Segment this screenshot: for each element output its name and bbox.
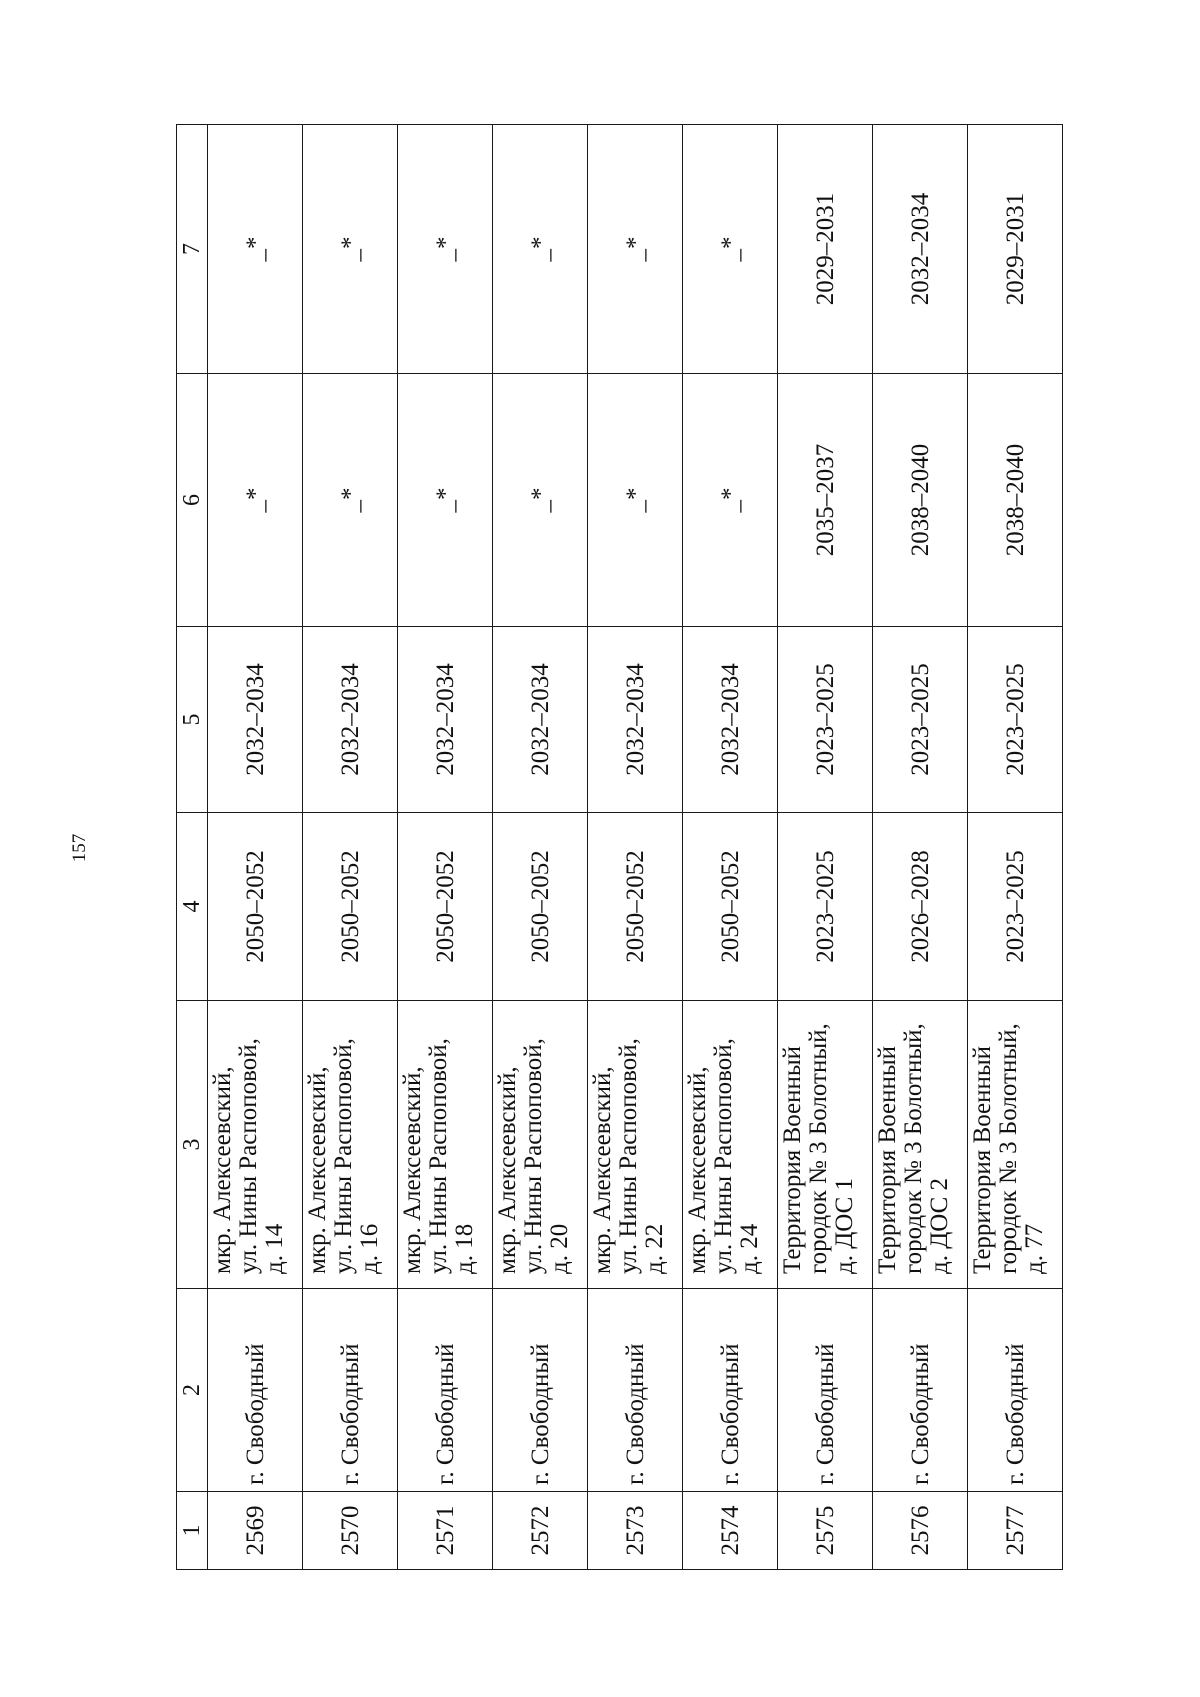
period-cell: 2038–2040 — [968, 374, 1063, 627]
table-row — [778, 125, 873, 1570]
address-cell — [778, 1001, 873, 1289]
period-cell: 2023–2025 — [968, 627, 1063, 813]
table-row — [588, 125, 683, 1570]
table-row — [493, 125, 588, 1570]
address-line: мкр. Алексеевский, — [494, 1066, 521, 1274]
period-cell: _* — [208, 374, 303, 627]
address-line: д. 24 — [736, 1223, 763, 1274]
address-line: городок № 3 Болотный, — [900, 1023, 927, 1274]
address-line: д. 14 — [261, 1223, 288, 1274]
address-cell — [303, 1001, 398, 1289]
table-row — [873, 125, 968, 1570]
page-number: 157 — [69, 833, 90, 863]
city-cell: г. Свободный — [873, 1289, 968, 1492]
address-line: ул. Нины Распоповой, — [520, 1038, 547, 1274]
address-line: мкр. Алексеевский, — [304, 1066, 331, 1274]
period-cell: 2050–2052 — [208, 813, 303, 1001]
period-cell: 2026–2028 — [873, 813, 968, 1001]
row-number: 2569 — [208, 1492, 303, 1570]
period-cell: 2032–2034 — [493, 627, 588, 813]
address-line: мкр. Алексеевский, — [209, 1066, 236, 1274]
data-table — [176, 124, 1063, 1570]
column-header: 4 — [177, 813, 208, 1001]
period-cell: _* — [683, 374, 778, 627]
period-cell: 2023–2025 — [873, 627, 968, 813]
column-header: 3 — [177, 1001, 208, 1289]
period-cell: 2050–2052 — [398, 813, 493, 1001]
period-cell: _* — [588, 125, 683, 374]
column-header: 2 — [177, 1289, 208, 1492]
period-cell: 2050–2052 — [493, 813, 588, 1001]
address-line: Территория Военный — [969, 1045, 996, 1274]
period-cell: 2032–2034 — [208, 627, 303, 813]
period-cell: 2029–2031 — [778, 125, 873, 374]
period-cell: 2032–2034 — [398, 627, 493, 813]
period-cell: _* — [303, 374, 398, 627]
column-header: 5 — [177, 627, 208, 813]
address-cell — [398, 1001, 493, 1289]
row-number: 2570 — [303, 1492, 398, 1570]
table-row — [968, 125, 1063, 1570]
period-cell: _* — [208, 125, 303, 374]
period-cell: 2032–2034 — [588, 627, 683, 813]
period-cell: 2038–2040 — [873, 374, 968, 627]
period-cell: 2032–2034 — [683, 627, 778, 813]
address-line: д. ДОС 2 — [926, 1177, 953, 1274]
row-number: 2575 — [778, 1492, 873, 1570]
address-cell — [208, 1001, 303, 1289]
address-line: городок № 3 Болотный, — [805, 1023, 832, 1274]
city-cell: г. Свободный — [588, 1289, 683, 1492]
period-cell: 2023–2025 — [778, 627, 873, 813]
period-cell: 2032–2034 — [873, 125, 968, 374]
city-cell: г. Свободный — [778, 1289, 873, 1492]
table-row — [398, 125, 493, 1570]
row-number: 2574 — [683, 1492, 778, 1570]
address-line: городок № 3 Болотный, — [995, 1023, 1022, 1274]
period-cell: _* — [493, 374, 588, 627]
address-line: Территория Военный — [779, 1045, 806, 1274]
period-cell: 2050–2052 — [683, 813, 778, 1001]
address-line: мкр. Алексеевский, — [684, 1066, 711, 1274]
period-cell: _* — [493, 125, 588, 374]
city-cell: г. Свободный — [398, 1289, 493, 1492]
period-cell: 2050–2052 — [303, 813, 398, 1001]
address-line: мкр. Алексеевский, — [399, 1066, 426, 1274]
header-row — [177, 125, 208, 1570]
column-header: 7 — [177, 125, 208, 374]
city-cell: г. Свободный — [968, 1289, 1063, 1492]
address-line: д. 20 — [546, 1223, 573, 1274]
row-number: 2576 — [873, 1492, 968, 1570]
address-line: д. 77 — [1021, 1223, 1048, 1274]
address-cell — [493, 1001, 588, 1289]
address-line: ул. Нины Распоповой, — [330, 1038, 357, 1274]
row-number: 2573 — [588, 1492, 683, 1570]
address-line: д. ДОС 1 — [831, 1177, 858, 1274]
table-row — [208, 125, 303, 1570]
address-line: Территория Военный — [874, 1045, 901, 1274]
address-line: ул. Нины Распоповой, — [235, 1038, 262, 1274]
address-line: д. 16 — [356, 1223, 383, 1274]
period-cell: _* — [683, 125, 778, 374]
address-cell — [873, 1001, 968, 1289]
period-cell: 2035–2037 — [778, 374, 873, 627]
period-cell: 2023–2025 — [778, 813, 873, 1001]
column-header: 6 — [177, 374, 208, 627]
period-cell: _* — [303, 125, 398, 374]
column-header: 1 — [177, 1492, 208, 1570]
row-number: 2577 — [968, 1492, 1063, 1570]
address-line: мкр. Алексеевский, — [589, 1066, 616, 1274]
rotated-table-wrapper — [176, 125, 1059, 1570]
table-row — [303, 125, 398, 1570]
address-line: д. 22 — [641, 1223, 668, 1274]
period-cell: 2032–2034 — [303, 627, 398, 813]
period-cell: _* — [588, 374, 683, 627]
row-number: 2572 — [493, 1492, 588, 1570]
city-cell: г. Свободный — [208, 1289, 303, 1492]
period-cell: 2029–2031 — [968, 125, 1063, 374]
address-cell — [588, 1001, 683, 1289]
address-cell — [683, 1001, 778, 1289]
address-line: ул. Нины Распоповой, — [615, 1038, 642, 1274]
period-cell: _* — [398, 374, 493, 627]
period-cell: 2023–2025 — [968, 813, 1063, 1001]
city-cell: г. Свободный — [303, 1289, 398, 1492]
row-number: 2571 — [398, 1492, 493, 1570]
table-row — [683, 125, 778, 1570]
city-cell: г. Свободный — [683, 1289, 778, 1492]
period-cell: _* — [398, 125, 493, 374]
city-cell: г. Свободный — [493, 1289, 588, 1492]
address-line: ул. Нины Распоповой, — [425, 1038, 452, 1274]
address-cell — [968, 1001, 1063, 1289]
address-line: д. 18 — [451, 1223, 478, 1274]
period-cell: 2050–2052 — [588, 813, 683, 1001]
address-line: ул. Нины Распоповой, — [710, 1038, 737, 1274]
